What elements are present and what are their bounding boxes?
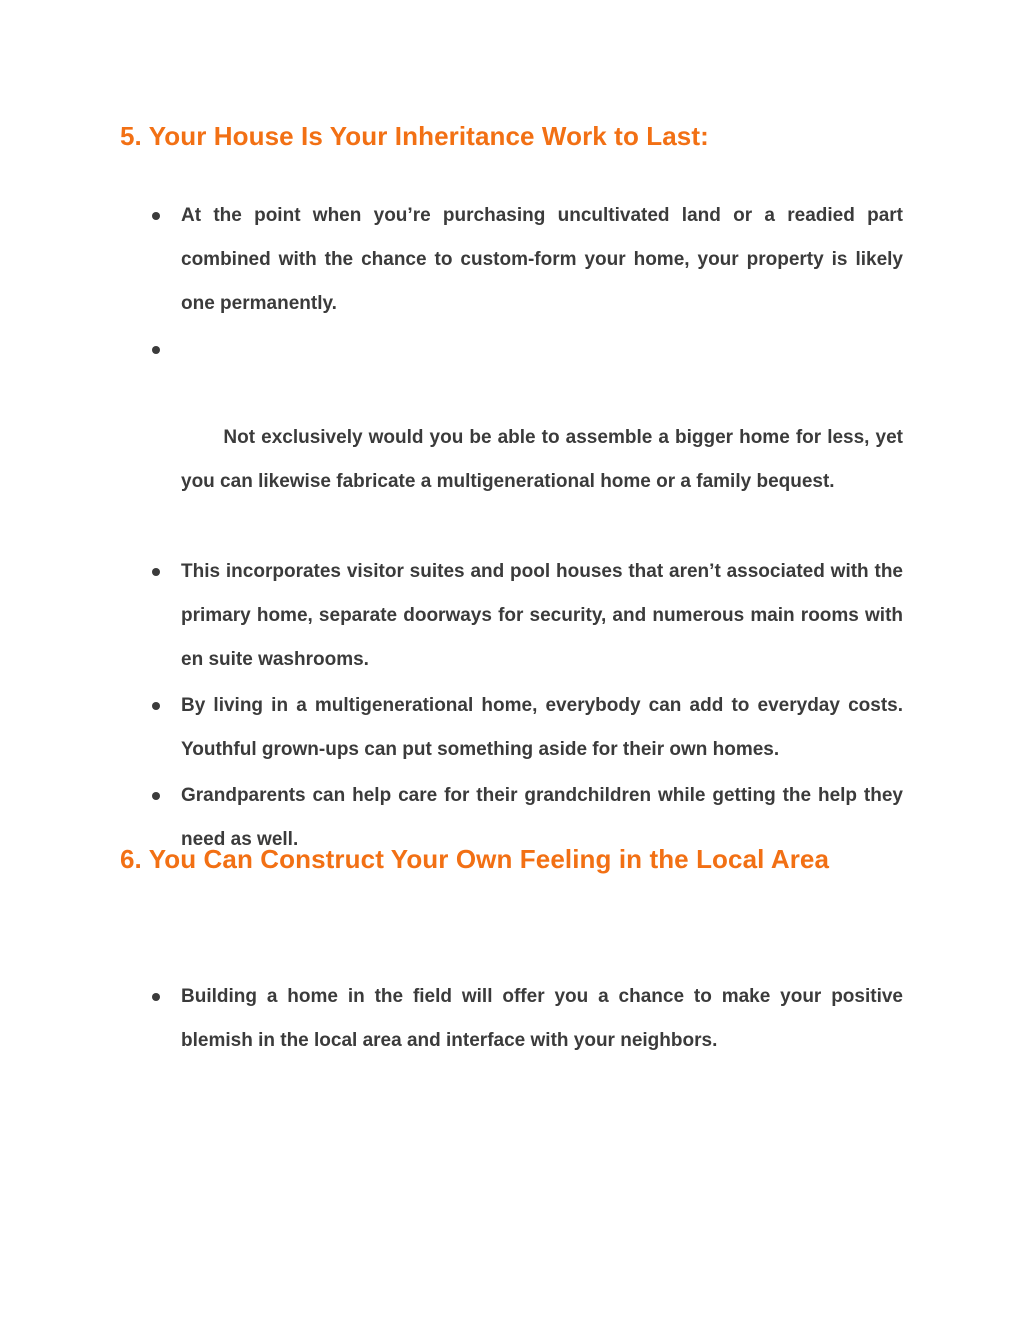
list-item	[152, 328, 909, 548]
section-6-bullet-list	[152, 975, 903, 1065]
list-item-text: Not exclusively would you be able to assemble a bigger home for less, yet you can likewise fabricate a multigenerational home or a family bequest.	[181, 427, 909, 492]
list-item-text: Building a home in the field will offer you a chance to make your positive blemish in the local area and interface with your neighbors.	[181, 986, 903, 1051]
section-5-heading: 5. Your House Is Your Inheritance Work to Last:	[120, 121, 709, 151]
bullet-icon	[152, 993, 160, 1001]
list-item	[152, 194, 903, 326]
list-item	[152, 684, 903, 772]
list-item	[152, 550, 903, 682]
list-item-text: By living in a multigenerational home, everybody can add to everyday costs. Youthful grown-ups can put something aside for their own homes.	[181, 695, 903, 760]
list-item-text: At the point when you’re purchasing uncultivated land or a readied part combined with the chance to custom-form your home, your property is likely one permanently.	[181, 205, 903, 314]
bullet-icon	[152, 568, 160, 576]
bullet-icon	[152, 702, 160, 710]
list-item-text: This incorporates visitor suites and pool houses that aren’t associated with the primary home, separate doorways for security, and numerous main rooms with en suite washrooms.	[181, 561, 903, 670]
section-6-heading: 6. You Can Construct Your Own Feeling in the Local Area	[120, 844, 830, 874]
bullet-icon	[152, 212, 160, 220]
bullet-icon	[152, 346, 160, 354]
list-item-text: Grandparents can help care for their grandchildren while getting the help they need as well.	[181, 785, 903, 850]
list-item	[152, 975, 903, 1063]
bullet-icon	[152, 792, 160, 800]
section-5-bullet-list	[152, 194, 909, 864]
